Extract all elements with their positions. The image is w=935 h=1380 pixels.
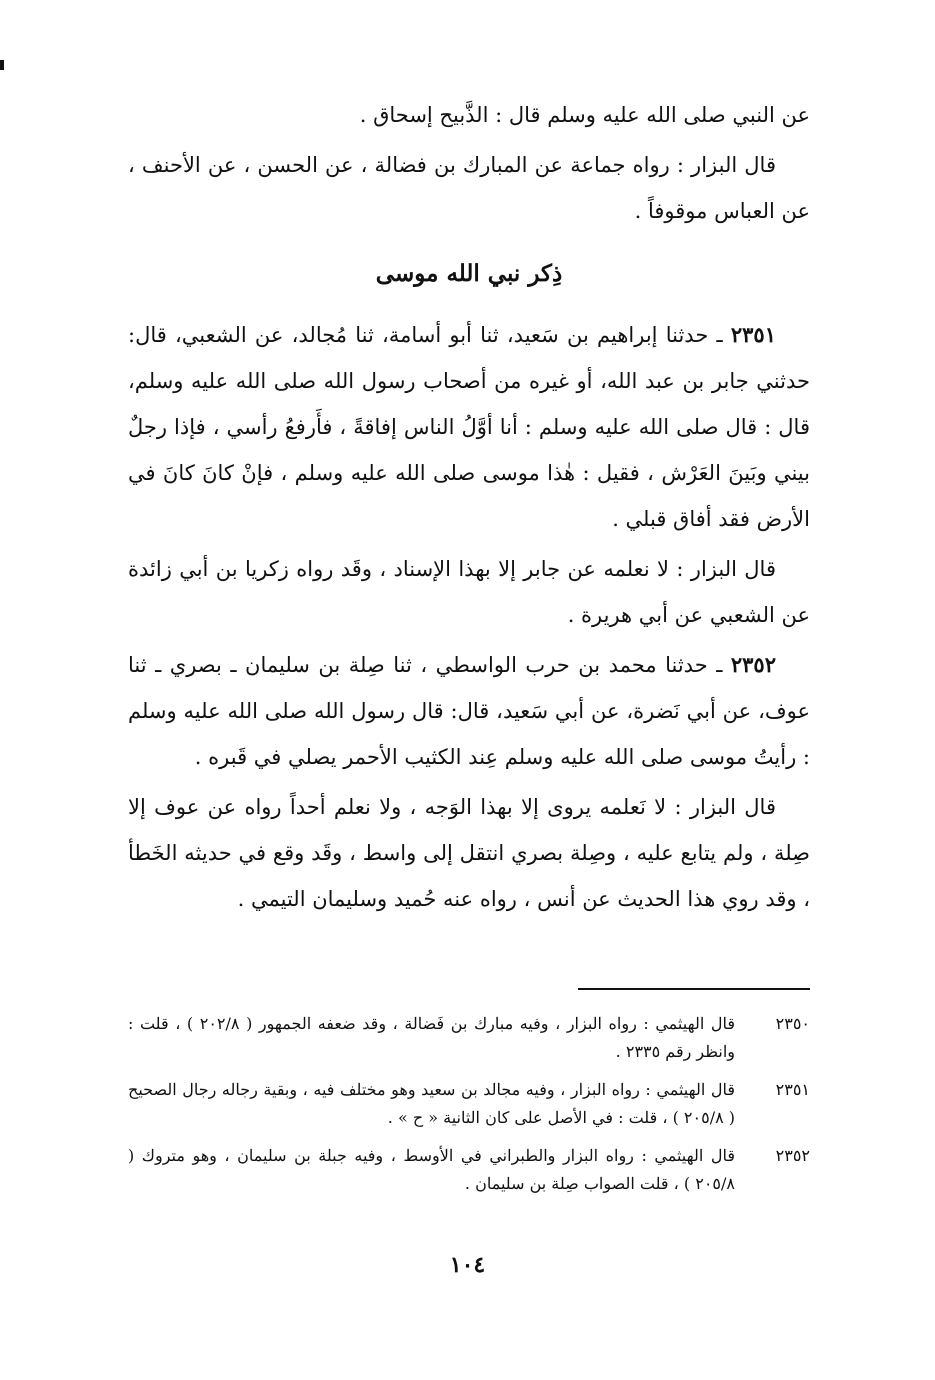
moses-section [128, 312, 810, 926]
footnotes [128, 1010, 810, 1208]
intro-line: عن النبي صلى الله عليه وسلم قال : الذَّبيح إسحاق . [359, 103, 810, 127]
intro-section [128, 92, 810, 238]
footnote-text: قال الهيثمي : رواه البزار والطبراني في الأوسط ، وفيه جبلة بن سليمان ، وهو متروك ( ٢٠٥/٨ ) ، قلت الصواب صِلة بن سليمان . [128, 1146, 735, 1193]
footnote-divider [578, 988, 810, 990]
scan-mark [0, 60, 4, 70]
footnote-item [128, 1076, 810, 1132]
footnote-number: ٢٣٥١ [775, 1080, 810, 1099]
hadith-number: ٢٣٥٢ [730, 652, 776, 677]
footnote-number: ٢٣٥٢ [775, 1146, 810, 1165]
hadith-number: ٢٣٥١ [730, 322, 776, 347]
section-heading: ذِكر نبي الله موسى [375, 260, 563, 287]
footnote-number: ٢٣٥٠ [775, 1014, 810, 1033]
footnote-item [128, 1010, 810, 1066]
intro-bazzar-comment: قال البزار : رواه جماعة عن المبارك بن فضالة ، عن الحسن ، عن الأحنف ، عن العباس موقوفاً . [128, 153, 810, 223]
hadith-2352 [128, 642, 810, 780]
footnote-item [128, 1142, 810, 1198]
footnote-text: قال الهيثمي : رواه البزار ، وفيه مجالد بن سعيد وهو مختلف فيه ، وبقية رجاله رجال الصحيح ( ٢٠٥/٨ ) ، قلت : في الأصل على كان الثانية « ح » . [128, 1080, 735, 1127]
hadith-2352-bazzar: قال البزار : لا نَعلمه يروى إلا بهذا الوَجه ، ولا نعلم أحداً رواه عن عوف إلا صِلة ، ولم يتابع عليه ، وصِلة بصري انتقل إلى واسط ، وقَد وقع في حديثه الخَطأ ، وقد روي هذا الحديث عن أنس ، رواه عنه حُميد وسليمان التيمي . [128, 795, 810, 911]
hadith-text: ـ حدثنا محمد بن حرب الواسطي ، ثنا صِلة بن سليمان ـ بصري ـ ثنا عوف، عن أبي نَضرة، عن أبي سَعيد، قال: قال رسول الله صلى الله عليه وسلم : رأيتُ موسى صلى الله عليه وسلم عِند الكثيب الأحمر يصلي في قَبره . [128, 653, 810, 769]
hadith-2351-bazzar: قال البزار : لا نعلمه عن جابر إلا بهذا الإسناد ، وقَد رواه زكريا بن أبي زائدة عن الشعبي عن أبي هريرة . [128, 557, 810, 627]
footnote-text: قال الهيثمي : رواه البزار ، وفيه مبارك بن فَضالة ، وقد ضعفه الجمهور ( ٢٠٢/٨ ) ، قلت : وانظر رقم ٢٣٣٥ . [128, 1014, 735, 1061]
hadith-2351 [128, 312, 810, 542]
hadith-text: ـ حدثنا إبراهيم بن سَعيد، ثنا أبو أسامة، ثنا مُجالد، عن الشعبي، قال: حدثني جابر بن عبد الله، أو غيره من أصحاب رسول الله صلى الله عليه وسلم، قال : قال صلى الله عليه وسلم : أنا أوَّلُ الناس إفاقةً ، فأَرفعُ رأسي ، فإذا رجلٌ بيني وبَينَ العَرْش ، فقيل : هٰذا موسى صلى الله عليه وسلم ، فإنْ كانَ كانَ في الأرض فقد أفاق قبلي . [128, 323, 810, 531]
page-number: ١٠٤ [449, 1252, 486, 1278]
